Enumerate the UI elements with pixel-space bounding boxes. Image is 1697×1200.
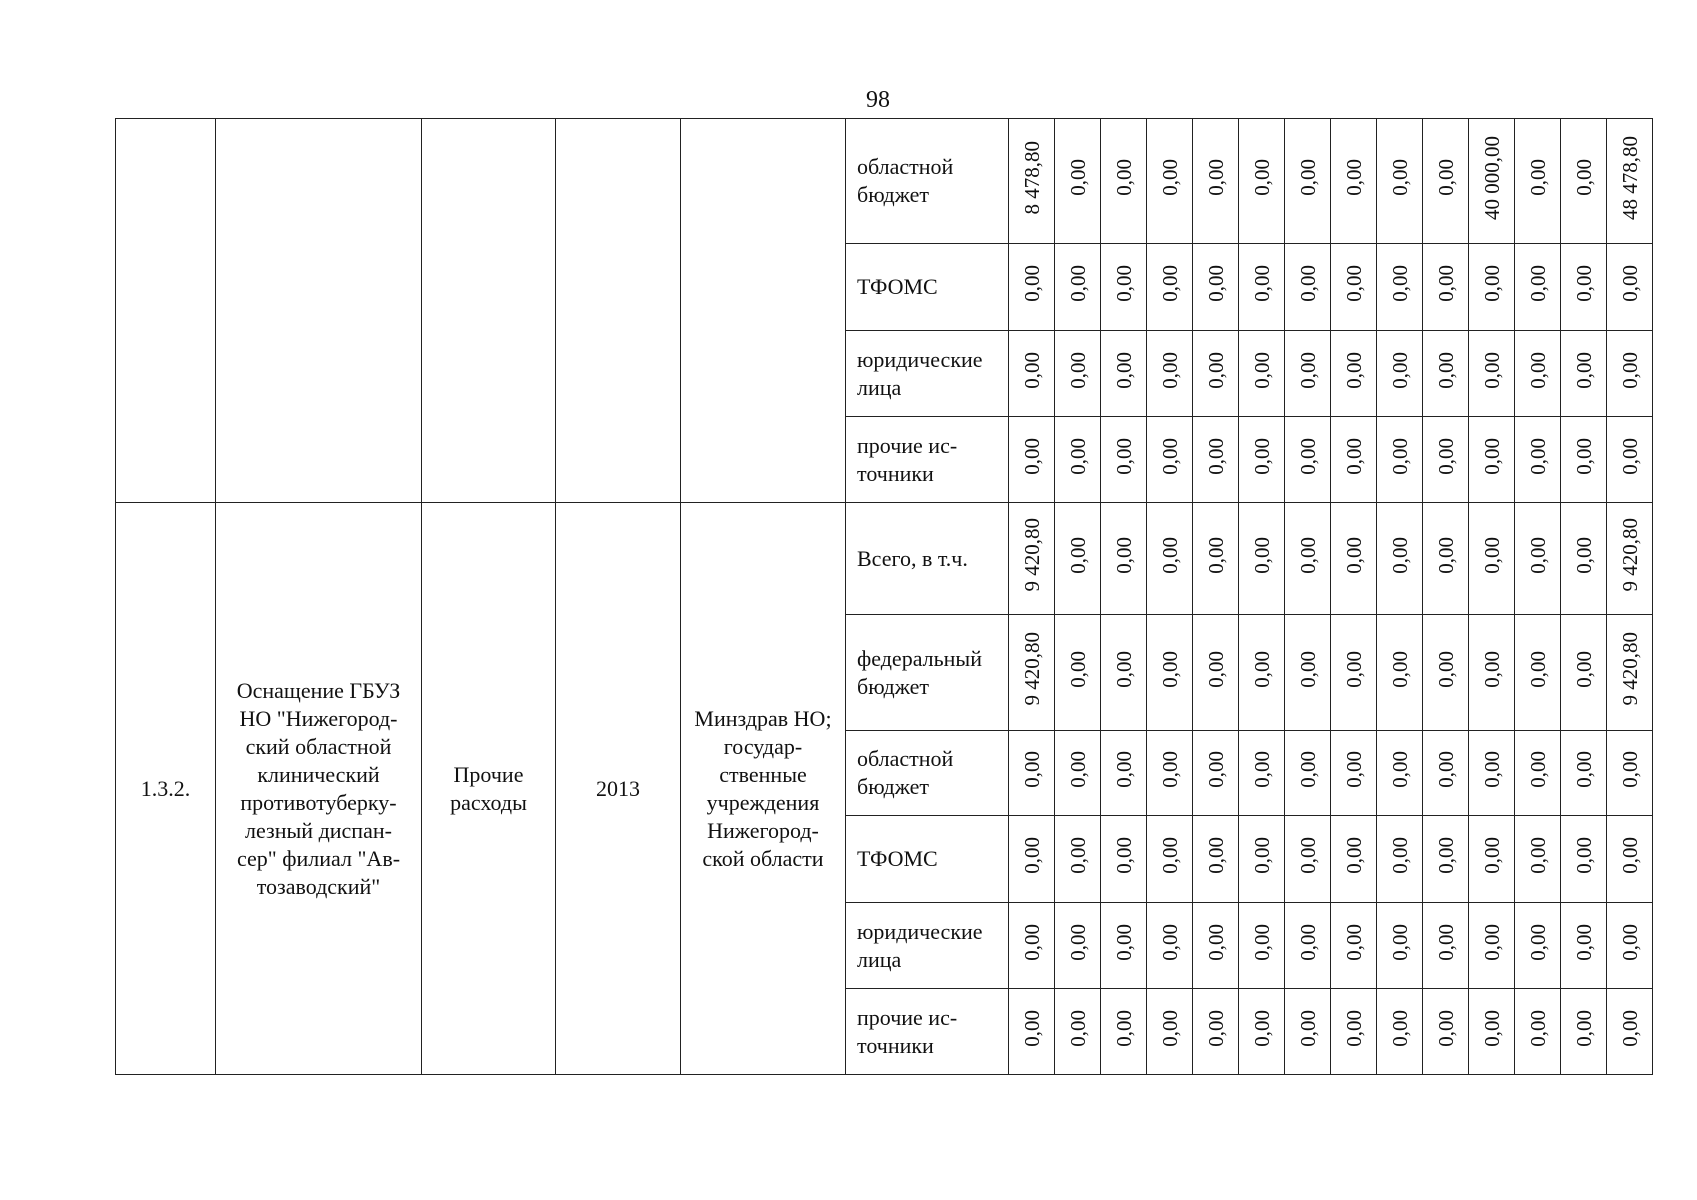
- financing-table: [115, 118, 1653, 1075]
- value-cell: 0,00: [1561, 119, 1607, 244]
- empty-executor-cell: [681, 119, 846, 503]
- value-cell: 0,00: [1193, 731, 1239, 816]
- value-cell: 0,00: [1239, 816, 1285, 903]
- value-cell: 0,00: [1515, 417, 1561, 503]
- value-cell: 0,00: [1009, 731, 1055, 816]
- year-cell: 2013: [556, 503, 681, 1075]
- value-cell: 0,00: [1285, 615, 1331, 731]
- value-cell: 0,00: [1561, 615, 1607, 731]
- value-cell: 0,00: [1515, 119, 1561, 244]
- source-cell: областной бюджет: [846, 119, 1009, 244]
- value-cell: 0,00: [1009, 417, 1055, 503]
- value-cell: 0,00: [1101, 989, 1147, 1075]
- empty-year-cell: [556, 119, 681, 503]
- value-cell: 0,00: [1193, 119, 1239, 244]
- value-cell: 8 478,80: [1009, 119, 1055, 244]
- value-cell: 0,00: [1147, 417, 1193, 503]
- empty-number-cell: [116, 119, 216, 503]
- value-cell: 0,00: [1239, 244, 1285, 331]
- value-cell: 0,00: [1377, 119, 1423, 244]
- value-cell: 0,00: [1515, 331, 1561, 417]
- value-cell: 0,00: [1331, 731, 1377, 816]
- total-cell: 0,00: [1607, 816, 1653, 903]
- value-cell: 0,00: [1561, 989, 1607, 1075]
- value-cell: 0,00: [1377, 244, 1423, 331]
- source-cell: юридические лица: [846, 903, 1009, 989]
- value-cell: 0,00: [1331, 119, 1377, 244]
- source-cell: Всего, в т.ч.: [846, 503, 1009, 615]
- value-cell: 0,00: [1147, 119, 1193, 244]
- value-cell: 0,00: [1515, 503, 1561, 615]
- value-cell: 0,00: [1469, 331, 1515, 417]
- value-cell: 0,00: [1193, 816, 1239, 903]
- value-cell: 0,00: [1193, 244, 1239, 331]
- value-cell: 0,00: [1009, 244, 1055, 331]
- value-cell: 0,00: [1055, 119, 1101, 244]
- value-cell: 0,00: [1147, 903, 1193, 989]
- value-cell: 0,00: [1285, 331, 1331, 417]
- value-cell: 0,00: [1469, 816, 1515, 903]
- item-number-cell: 1.3.2.: [116, 503, 216, 1075]
- value-cell: 0,00: [1101, 503, 1147, 615]
- value-cell: 0,00: [1469, 615, 1515, 731]
- value-cell: 0,00: [1423, 503, 1469, 615]
- value-cell: 0,00: [1515, 816, 1561, 903]
- value-cell: 0,00: [1239, 417, 1285, 503]
- value-cell: 0,00: [1147, 244, 1193, 331]
- value-cell: 0,00: [1193, 331, 1239, 417]
- value-cell: 0,00: [1055, 331, 1101, 417]
- value-cell: 0,00: [1423, 615, 1469, 731]
- value-cell: 0,00: [1101, 816, 1147, 903]
- executor-cell: Минздрав НО; государ-ственные учреждения Нижегород-ской области: [681, 503, 846, 1075]
- total-cell: 9 420,80: [1607, 615, 1653, 731]
- value-cell: 0,00: [1147, 331, 1193, 417]
- value-cell: 0,00: [1423, 731, 1469, 816]
- table-row: [116, 503, 1653, 615]
- source-cell: ТФОМС: [846, 244, 1009, 331]
- value-cell: 0,00: [1377, 816, 1423, 903]
- value-cell: 0,00: [1285, 119, 1331, 244]
- value-cell: 0,00: [1101, 417, 1147, 503]
- value-cell: 0,00: [1147, 615, 1193, 731]
- value-cell: 0,00: [1515, 989, 1561, 1075]
- total-cell: 9 420,80: [1607, 503, 1653, 615]
- expense-type-cell: Прочие расходы: [422, 503, 556, 1075]
- value-cell: 0,00: [1101, 331, 1147, 417]
- value-cell: 0,00: [1377, 615, 1423, 731]
- value-cell: 0,00: [1561, 331, 1607, 417]
- value-cell: 0,00: [1331, 816, 1377, 903]
- source-cell: областной бюджет: [846, 731, 1009, 816]
- page-number: 98: [866, 87, 890, 113]
- total-cell: 0,00: [1607, 903, 1653, 989]
- total-cell: 0,00: [1607, 731, 1653, 816]
- value-cell: 0,00: [1423, 903, 1469, 989]
- value-cell: 0,00: [1561, 731, 1607, 816]
- value-cell: 0,00: [1331, 331, 1377, 417]
- value-cell: 0,00: [1469, 989, 1515, 1075]
- source-cell: прочие ис- точники: [846, 417, 1009, 503]
- value-cell: 0,00: [1377, 503, 1423, 615]
- value-cell: 0,00: [1331, 503, 1377, 615]
- value-cell: 0,00: [1055, 816, 1101, 903]
- value-cell: 0,00: [1469, 503, 1515, 615]
- value-cell: 0,00: [1469, 244, 1515, 331]
- value-cell: 0,00: [1009, 816, 1055, 903]
- value-cell: 0,00: [1055, 503, 1101, 615]
- value-cell: 0,00: [1423, 417, 1469, 503]
- value-cell: 0,00: [1469, 417, 1515, 503]
- empty-type-cell: [422, 119, 556, 503]
- value-cell: 0,00: [1515, 244, 1561, 331]
- value-cell: 0,00: [1055, 903, 1101, 989]
- value-cell: 0,00: [1423, 119, 1469, 244]
- value-cell: 0,00: [1193, 903, 1239, 989]
- value-cell: 0,00: [1147, 816, 1193, 903]
- value-cell: 40 000,00: [1469, 119, 1515, 244]
- value-cell: 0,00: [1239, 503, 1285, 615]
- value-cell: 0,00: [1147, 989, 1193, 1075]
- value-cell: 0,00: [1561, 816, 1607, 903]
- value-cell: 0,00: [1239, 731, 1285, 816]
- value-cell: 0,00: [1239, 119, 1285, 244]
- value-cell: 0,00: [1331, 989, 1377, 1075]
- value-cell: 0,00: [1055, 417, 1101, 503]
- value-cell: 0,00: [1239, 615, 1285, 731]
- value-cell: 0,00: [1101, 903, 1147, 989]
- source-cell: ТФОМС: [846, 816, 1009, 903]
- value-cell: 0,00: [1285, 417, 1331, 503]
- value-cell: 0,00: [1147, 731, 1193, 816]
- total-cell: 0,00: [1607, 989, 1653, 1075]
- value-cell: 9 420,80: [1009, 503, 1055, 615]
- value-cell: 0,00: [1193, 503, 1239, 615]
- value-cell: 0,00: [1101, 731, 1147, 816]
- table-row: [116, 119, 1653, 244]
- value-cell: 0,00: [1285, 903, 1331, 989]
- value-cell: 0,00: [1009, 903, 1055, 989]
- value-cell: 0,00: [1331, 903, 1377, 989]
- value-cell: 0,00: [1423, 816, 1469, 903]
- value-cell: 0,00: [1561, 417, 1607, 503]
- value-cell: 0,00: [1285, 244, 1331, 331]
- value-cell: 0,00: [1101, 119, 1147, 244]
- value-cell: 0,00: [1009, 331, 1055, 417]
- value-cell: 0,00: [1377, 903, 1423, 989]
- value-cell: 0,00: [1469, 731, 1515, 816]
- value-cell: 0,00: [1193, 615, 1239, 731]
- value-cell: 0,00: [1239, 903, 1285, 989]
- value-cell: 0,00: [1515, 731, 1561, 816]
- value-cell: 0,00: [1469, 903, 1515, 989]
- value-cell: 0,00: [1285, 731, 1331, 816]
- item-name-cell: Оснащение ГБУЗ НО "Нижегород-ский областной клинический противотуберку-лезный диспан-сер" филиал "Ав-тозаводский": [216, 503, 422, 1075]
- value-cell: 0,00: [1423, 244, 1469, 331]
- empty-name-cell: [216, 119, 422, 503]
- value-cell: 0,00: [1423, 331, 1469, 417]
- value-cell: 0,00: [1423, 989, 1469, 1075]
- value-cell: 0,00: [1561, 903, 1607, 989]
- value-cell: 0,00: [1515, 615, 1561, 731]
- value-cell: 0,00: [1101, 615, 1147, 731]
- value-cell: 0,00: [1055, 615, 1101, 731]
- value-cell: 0,00: [1147, 503, 1193, 615]
- value-cell: 0,00: [1377, 989, 1423, 1075]
- value-cell: 0,00: [1101, 244, 1147, 331]
- source-cell: прочие ис- точники: [846, 989, 1009, 1075]
- value-cell: 0,00: [1377, 331, 1423, 417]
- source-cell: федеральный бюджет: [846, 615, 1009, 731]
- value-cell: 0,00: [1193, 417, 1239, 503]
- total-cell: 0,00: [1607, 417, 1653, 503]
- value-cell: 0,00: [1377, 417, 1423, 503]
- value-cell: 0,00: [1515, 903, 1561, 989]
- value-cell: 0,00: [1561, 244, 1607, 331]
- value-cell: 0,00: [1285, 816, 1331, 903]
- value-cell: 9 420,80: [1009, 615, 1055, 731]
- value-cell: 0,00: [1377, 731, 1423, 816]
- value-cell: 0,00: [1285, 989, 1331, 1075]
- value-cell: 0,00: [1561, 503, 1607, 615]
- value-cell: 0,00: [1055, 244, 1101, 331]
- value-cell: 0,00: [1193, 989, 1239, 1075]
- total-cell: 0,00: [1607, 244, 1653, 331]
- value-cell: 0,00: [1009, 989, 1055, 1075]
- value-cell: 0,00: [1331, 417, 1377, 503]
- value-cell: 0,00: [1055, 989, 1101, 1075]
- value-cell: 0,00: [1331, 244, 1377, 331]
- value-cell: 0,00: [1331, 615, 1377, 731]
- source-cell: юридические лица: [846, 331, 1009, 417]
- total-cell: 0,00: [1607, 331, 1653, 417]
- value-cell: 0,00: [1285, 503, 1331, 615]
- value-cell: 0,00: [1239, 331, 1285, 417]
- total-cell: 48 478,80: [1607, 119, 1653, 244]
- value-cell: 0,00: [1239, 989, 1285, 1075]
- value-cell: 0,00: [1055, 731, 1101, 816]
